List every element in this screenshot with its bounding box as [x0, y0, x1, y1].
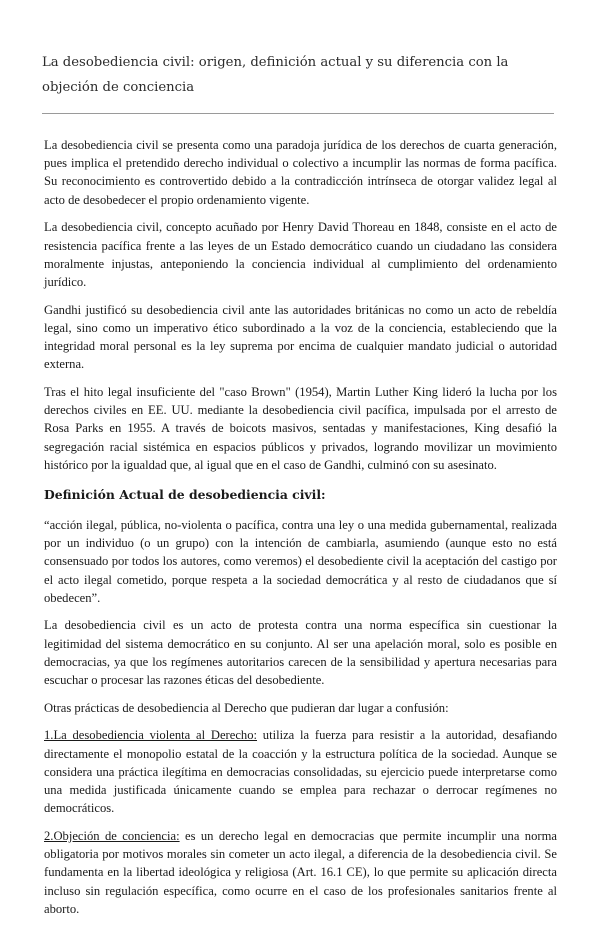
document-body [44, 136, 557, 928]
definition-quote: “acción ilegal, pública, no-violenta o pacífica, contra una ley o una medida gubernamental, realizada por un individuo (o un grupo) con la intención de cambiarla, asumiendo (aunque esto no está consensuado por todos los autores, como veremos) el desobediente civil la aceptación del castigo por el acto ilegal cometido, porque respeta a la sociedad democrática y al resto de ciudadanos que sí obedecen”. [44, 517, 557, 605]
list-item-violent-disobedience [44, 726, 557, 817]
title-divider [42, 113, 554, 114]
paragraph-thoreau: La desobediencia civil, concepto acuñado por Henry David Thoreau en 1848, consiste en el acto de resistencia pacífica frente a las leyes de un Estado democrático cuando un ciudadano las considera moralmente injustas, anteponiendo la conciencia individual al cumplimiento del ordenamiento jurídico. [44, 220, 557, 289]
list-intro: Otras prácticas de desobediencia al Derecho que pudieran dar lugar a confusión: [44, 700, 449, 715]
paragraph-gandhi: Gandhi justificó su desobediencia civil ante las autoridades británicas no como un acto de rebeldía legal, sino como un imperativo ético subordinado a la voz de la conciencia, estableciendo que la integridad moral personal es la ley suprema por encima de cualquier mandato judicial o autoridad externa. [44, 302, 557, 372]
list-item-label: 1.La desobediencia violenta al Derecho: [44, 728, 258, 743]
list-item-text: es un derecho legal en democracias que permite incumplir una norma obligatoria por motivos morales sin cometer un acto ilegal, a diferencia de la desobediencia civil. Se fundamenta en la libertad ideológica y religiosa (Art. 16.1 CE), lo que permite su aplicación directa incluso sin regulación específica, como ocurre en el caso de los profesionales sanitarios frente al aborto. [44, 829, 557, 916]
list-item-text: utiliza la fuerza para resistir a la autoridad, desafiando directamente el monopolio estatal de la coacción y la estructura política de la sociedad. Aunque se considera una práctica ilegítima en democracias consolidadas, su ejercicio puede interpretarse como una medida justificada únicamente cuando se emplea para rechazar o derrocar regímenes no democráticos. [44, 728, 557, 816]
section-heading: Definición Actual de desobediencia civil: [44, 486, 326, 502]
paragraph-intro: La desobediencia civil se presenta como una paradoja jurídica de los derechos de cuarta generación, pues implica el pretendido derecho individual o colectivo a incumplir las normas de forma pacífica. Su reconocimiento es controvertido debido a la contradicción intrínseca de otorgar validez legal al acto de desobedecer el propio ordenamiento vigente. [44, 138, 557, 207]
paragraph-protest: La desobediencia civil es un acto de protesta contra una norma específica sin cuestionar la legitimidad del sistema democrático en su conjunto. Al ser una apelación moral, solo es posible en democracias, ya que los regímenes autoritarios carecen de la sensibilidad y apertura necesarias para escuchar o procesar las razones éticas del desobediente. [44, 618, 557, 688]
paragraph-king: Tras el hito legal insuficiente del "caso Brown" (1954), Martin Luther King lideró la lucha por los derechos civiles en EE. UU. mediante la desobediencia civil pacífica, impulsada por el arresto de Rosa Parks en 1955. A través de boicots masivos, sentadas y manifestaciones, King desafió la segregación racial sistémica en espacios públicos y privados, logrando movilizar un movimiento histórico por la igualdad que, al igual que en el caso de Gandhi, culminó con su asesinato. [44, 384, 557, 472]
list-item-label: 2.Objeción de conciencia: [44, 829, 180, 843]
document-title: La desobediencia civil: origen, definición actual y su diferencia con la objeción de conciencia [42, 55, 509, 95]
list-item-conscientious-objection [44, 827, 557, 918]
